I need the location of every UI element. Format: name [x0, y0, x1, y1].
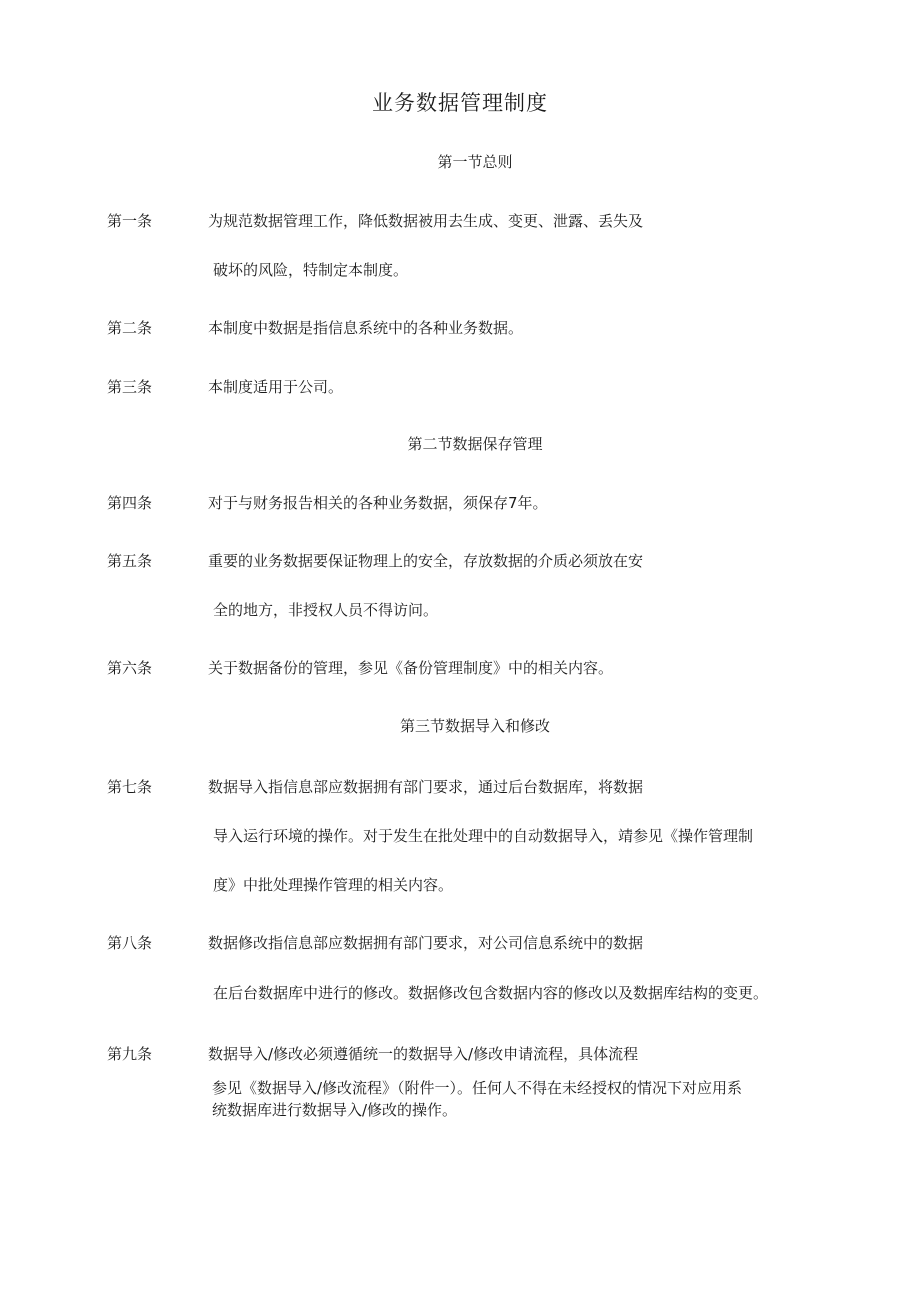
- section-heading-1: 第一节总则: [437, 153, 513, 171]
- article-1-line-1: 为规范数据管理工作，降低数据被用去生成、变更、泄露、丢失及: [208, 212, 644, 230]
- article-7-line-3: 度》中批处理操作管理的相关内容。: [213, 876, 454, 894]
- article-3-line-1: 本制度适用于公司。: [208, 378, 344, 396]
- article-label-2: 第二条: [107, 319, 153, 337]
- article-label-4: 第四条: [107, 494, 153, 512]
- article-6-line-1: 关于数据备份的管理，参见《备份管理制度》中的相关内容。: [208, 659, 614, 677]
- document-title: 业务数据管理制度: [372, 91, 548, 115]
- article-9-line-2: 参见《数据导入/修改流程》（附件一）。任何人不得在未经授权的情况下对应用系: [212, 1079, 743, 1097]
- article-8-line-2: 在后台数据库中进行的修改。数据修改包含数据内容的修改以及数据库结构的变更。: [213, 984, 769, 1002]
- article-8-line-1: 数据修改指信息部应数据拥有部门要求，对公司信息系统中的数据: [208, 934, 644, 952]
- article-label-5: 第五条: [107, 552, 153, 570]
- section-heading-3: 第三节数据导入和修改: [399, 717, 550, 735]
- article-9-line-3: 统数据库进行数据导入/修改的操作。: [212, 1101, 458, 1119]
- article-label-3: 第三条: [107, 378, 153, 396]
- article-label-6: 第六条: [107, 659, 153, 677]
- article-label-8: 第八条: [107, 934, 153, 952]
- article-label-7: 第七条: [107, 778, 153, 796]
- article-7-line-2: 导入运行环境的操作。对于发生在批处理中的自动数据导入，靖参见《操作管理制: [213, 827, 754, 845]
- article-label-9: 第九条: [107, 1045, 153, 1063]
- article-5-line-1: 重要的业务数据要保证物理上的安全，存放数据的介质必须放在安: [208, 552, 644, 570]
- article-2-line-1: 本制度中数据是指信息系统中的各种业务数据。: [208, 319, 524, 337]
- article-5-line-2: 全的地方，非授权人员不得访问。: [213, 601, 439, 619]
- article-9-line-1: 数据导入/修改必须遵循统一的数据导入/修改申请流程，具体流程: [208, 1045, 639, 1063]
- article-label-1: 第一条: [107, 212, 153, 230]
- section-heading-2: 第二节数据保存管理: [407, 435, 543, 453]
- article-4-line-1: 对于与财务报告相关的各种业务数据，须保存7年。: [208, 494, 548, 512]
- article-7-line-1: 数据导入指信息部应数据拥有部门要求，通过后台数据库，将数据: [208, 778, 644, 796]
- article-1-line-2: 破坏的风险，特制定本制度。: [213, 261, 409, 279]
